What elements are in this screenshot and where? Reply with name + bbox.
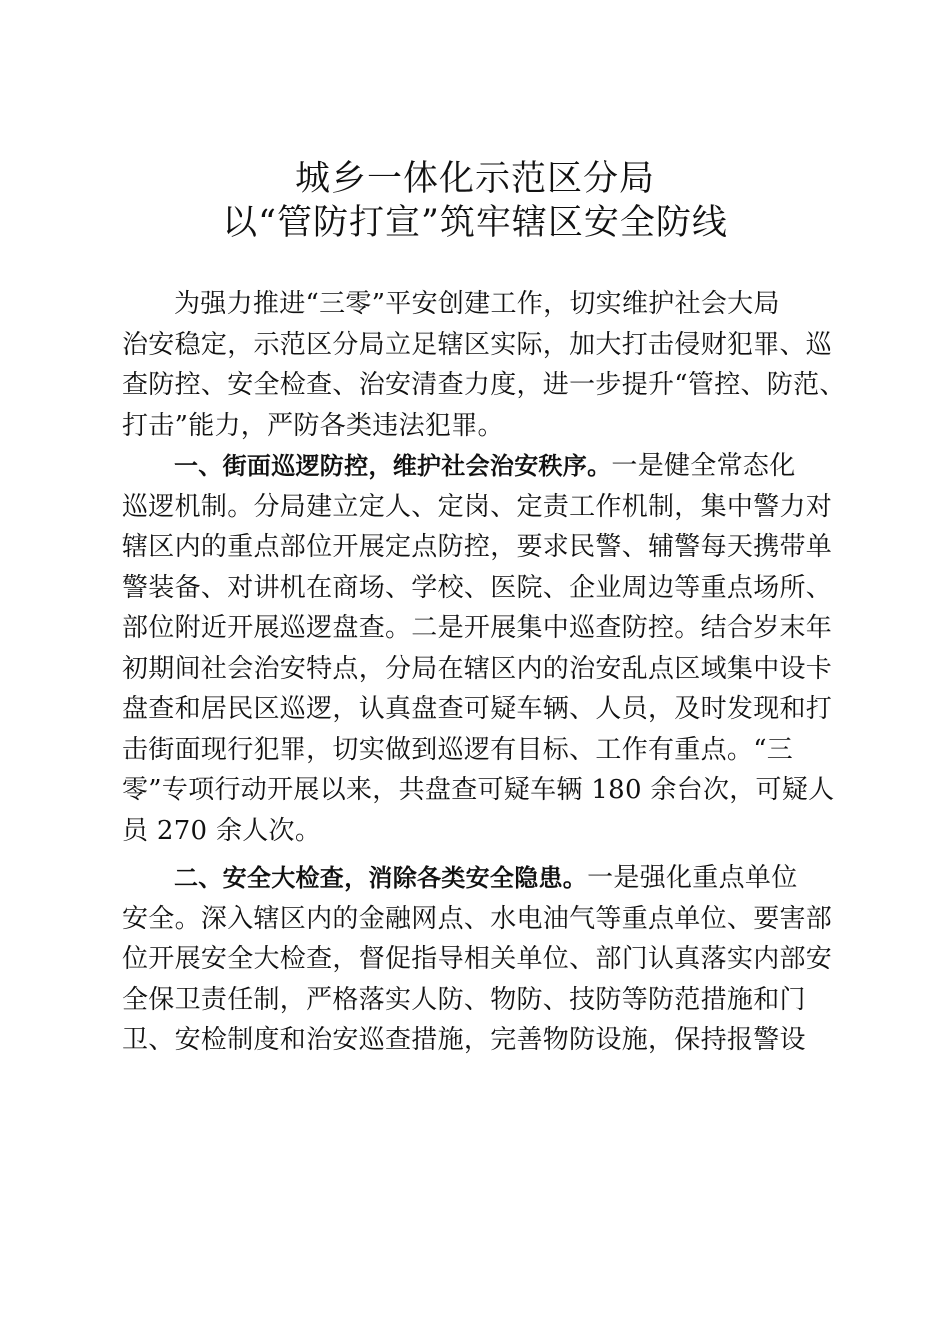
section2-line: 安全。深入辖区内的金融网点、水电油气等重点单位、要害部 xyxy=(122,903,833,934)
section2-first-line-rest: 一是强化重点单位 xyxy=(587,863,798,893)
section2-line: 卫、安检制度和治安巡查措施，完善物防设施，保持报警设 xyxy=(122,1025,806,1055)
section1-line: 零”专项行动开展以来，共盘查可疑车辆 180 余台次，可疑人 xyxy=(122,775,835,805)
section1-line: 辖区内的重点部位开展定点防控，要求民警、辅警每天携带单 xyxy=(122,532,833,562)
title-line-1: 城乡一体化示范区分局 xyxy=(294,159,655,199)
intro-line-1: 为强力推进“三零”平安创建工作，切实维护社会大局 xyxy=(174,289,780,319)
body-text xyxy=(122,284,846,1061)
intro-line-4: 打击”能力，严防各类违法犯罪。 xyxy=(122,410,504,441)
section1-line: 部位附近开展巡逻盘查。二是开展集中巡查防控。结合岁末年 xyxy=(122,613,833,643)
section1-first-line-rest: 一是健全常态化 xyxy=(611,451,796,481)
section2-line: 全保卫责任制，严格落实人防、物防、技防等防范措施和门 xyxy=(122,984,806,1015)
section1-line: 盘查和居民区巡逻，认真盘查可疑车辆、人员，及时发现和打 xyxy=(122,694,833,724)
intro-line-2: 治安稳定，示范区分局立足辖区实际，加大打击侵财犯罪、巡 xyxy=(122,329,833,360)
paragraph-gap xyxy=(122,851,832,858)
section1-heading: 一、街面巡逻防控，维护社会治安秩序。 xyxy=(174,452,612,480)
section1-line: 初期间社会治安特点，分局在辖区内的治安乱点区域集中设卡 xyxy=(122,653,833,684)
title-line-2: 以“管防打宣”筑牢辖区安全防线 xyxy=(222,203,728,243)
section1-first-line xyxy=(122,446,832,487)
section2-heading: 二、安全大检查，消除各类安全隐患。 xyxy=(174,864,588,892)
section1-line: 击街面现行犯罪，切实做到巡逻有目标、工作有重点。“三 xyxy=(122,734,794,765)
section2-line: 位开展安全大检查，督促指导相关单位、部门认真落实内部安 xyxy=(122,944,833,974)
section2-first-line xyxy=(122,858,832,899)
section1-line: 警装备、对讲机在商场、学校、医院、企业周边等重点场所、 xyxy=(122,572,833,603)
section1-line: 员 270 余人次。 xyxy=(122,815,322,846)
section1-line: 巡逻机制。分局建立定人、定岗、定责工作机制，集中警力对 xyxy=(122,491,833,522)
intro-line-3: 查防控、安全检查、治安清查力度，进一步提升“管控、防范、 xyxy=(122,370,846,400)
